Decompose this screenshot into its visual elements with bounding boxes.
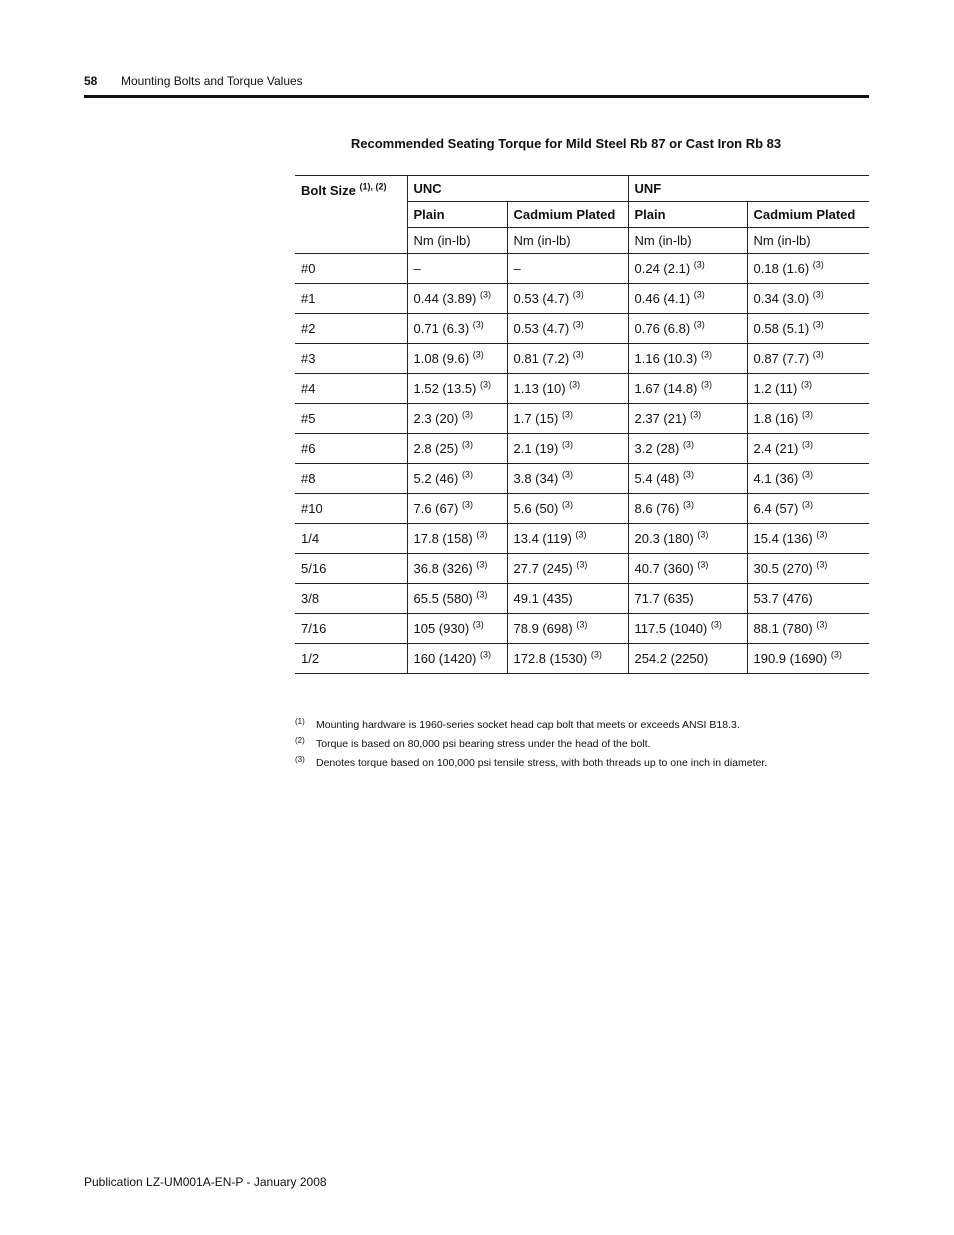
torque-value: 13.4 (119) — [513, 531, 572, 546]
torque-value: 65.5 (580) — [413, 591, 473, 606]
footnote-mark: (2) — [295, 736, 305, 745]
footnote-ref: (3) — [476, 559, 488, 570]
unf-plain-header: Plain — [628, 202, 747, 228]
bolt-size-cell: #2 — [295, 314, 407, 344]
bolt-size-label: Bolt Size — [301, 183, 356, 198]
torque-value: 2.8 (25) — [413, 441, 459, 456]
footnote-ref: (3) — [812, 319, 824, 330]
bolt-size-cell: #1 — [295, 284, 407, 314]
footnote-ref: (3) — [830, 649, 842, 660]
unf-cadmium-cell — [747, 284, 869, 314]
torque-value: – — [513, 261, 521, 276]
bolt-size-cell: #0 — [295, 254, 407, 284]
torque-value: 15.4 (136) — [753, 531, 813, 546]
unc-plain-cell — [407, 584, 507, 614]
unc-group-header: UNC — [407, 176, 628, 202]
unc-plain-cell — [407, 644, 507, 674]
bolt-size-cell: #5 — [295, 404, 407, 434]
footnote-ref: (3) — [801, 469, 813, 480]
footnote-ref: (3) — [800, 379, 812, 390]
unf-plain-cell — [628, 614, 747, 644]
footnote-ref: (3) — [561, 499, 573, 510]
unf-plain-cell — [628, 344, 747, 374]
footnote-text: Denotes torque based on 100,000 psi tensile stress, with both threads up to one inch in diameter. — [316, 757, 768, 769]
table-row — [295, 374, 869, 404]
unf-cadmium-cell — [747, 524, 869, 554]
bolt-size-header — [295, 176, 407, 254]
torque-value: 254.2 (2250) — [634, 651, 709, 666]
bolt-size-cell: 1/4 — [295, 524, 407, 554]
torque-value: 190.9 (1690) — [753, 651, 828, 666]
footnote-ref: (3) — [701, 379, 712, 390]
torque-value: 49.1 (435) — [513, 591, 573, 606]
table-row — [295, 254, 869, 284]
unf-cadmium-cell — [747, 434, 869, 464]
footnote-ref: (3) — [461, 499, 473, 510]
footnote-ref: (3) — [697, 559, 709, 570]
torque-value: 117.5 (1040) — [634, 621, 708, 636]
unc-plain-cell — [407, 554, 507, 584]
torque-value: 0.58 (5.1) — [753, 321, 810, 336]
footnote-ref: (3) — [812, 259, 824, 270]
footnote-ref: (3) — [461, 439, 473, 450]
unc-plain-cell — [407, 344, 507, 374]
footnotes — [295, 716, 869, 773]
footnote-ref: (3) — [816, 619, 828, 630]
torque-value: 4.1 (36) — [753, 471, 799, 486]
unc-cadmium-cell — [507, 494, 628, 524]
torque-value: 0.18 (1.6) — [753, 261, 810, 276]
torque-value: 6.4 (57) — [753, 501, 799, 516]
footnote-ref: (3) — [816, 529, 828, 540]
unc-cadmium-cell — [507, 284, 628, 314]
unf-plain-cell — [628, 374, 747, 404]
publication-footer: Publication LZ-UM001A-EN-P - January 2008 — [84, 1175, 327, 1189]
table-row — [295, 464, 869, 494]
torque-value: 27.7 (245) — [513, 561, 573, 576]
footnote-ref: (3) — [480, 379, 491, 390]
unf-plain-cell — [628, 584, 747, 614]
footnote-ref: (3) — [812, 349, 824, 360]
footnote-ref: (3) — [682, 439, 694, 450]
torque-value: 36.8 (326) — [413, 561, 473, 576]
torque-value: – — [413, 261, 421, 276]
table-header-row-groups — [295, 176, 869, 202]
footnote-ref: (3) — [480, 289, 491, 300]
unf-plain-cell — [628, 404, 747, 434]
footnote-ref: (3) — [682, 469, 694, 480]
table-row — [295, 344, 869, 374]
torque-value: 1.8 (16) — [753, 411, 799, 426]
torque-value: 5.4 (48) — [634, 471, 680, 486]
footnote-ref: (3) — [461, 409, 473, 420]
torque-value: 2.1 (19) — [513, 441, 559, 456]
footnote-ref: (3) — [461, 469, 473, 480]
table-row — [295, 614, 869, 644]
unf-plain-cell — [628, 644, 747, 674]
table-row — [295, 284, 869, 314]
unc-cadmium-cell — [507, 404, 628, 434]
table-row — [295, 434, 869, 464]
unc-plain-cell — [407, 494, 507, 524]
unit-label: Nm (in-lb) — [407, 228, 507, 254]
unf-cadmium-header: Cadmium Plated — [747, 202, 869, 228]
unf-group-header: UNF — [628, 176, 869, 202]
torque-value: 0.71 (6.3) — [413, 321, 470, 336]
unc-plain-header: Plain — [407, 202, 507, 228]
unf-cadmium-cell — [747, 644, 869, 674]
torque-value: 2.3 (20) — [413, 411, 459, 426]
torque-value: 1.7 (15) — [513, 411, 559, 426]
torque-value: 0.53 (4.7) — [513, 291, 570, 306]
torque-value: 2.4 (21) — [753, 441, 799, 456]
footnote-ref: (3) — [472, 349, 484, 360]
footnote-ref: (3) — [710, 619, 722, 630]
unc-cadmium-cell — [507, 254, 628, 284]
footnote-ref: (3) — [480, 649, 492, 660]
torque-value: 8.6 (76) — [634, 501, 680, 516]
footnote-ref: (3) — [561, 439, 573, 450]
torque-value: 3.8 (34) — [513, 471, 559, 486]
footnote-text: Torque is based on 80,000 psi bearing stress under the head of the bolt. — [316, 738, 651, 750]
footnote-ref: (3) — [572, 319, 584, 330]
page-number: 58 — [84, 74, 98, 88]
torque-value: 1.13 (10) — [513, 381, 566, 396]
footnote-ref: (3) — [801, 499, 813, 510]
unc-plain-cell — [407, 284, 507, 314]
unc-cadmium-cell — [507, 554, 628, 584]
unc-cadmium-header: Cadmium Plated — [507, 202, 628, 228]
torque-value: 1.16 (10.3) — [634, 351, 698, 366]
bolt-size-cell: #8 — [295, 464, 407, 494]
footnote-ref: (3) — [576, 619, 588, 630]
unf-cadmium-cell — [747, 314, 869, 344]
torque-value: 1.2 (11) — [753, 381, 798, 396]
torque-value: 0.53 (4.7) — [513, 321, 570, 336]
torque-table — [295, 175, 869, 674]
torque-value: 1.08 (9.6) — [413, 351, 470, 366]
torque-value: 30.5 (270) — [753, 561, 813, 576]
unc-plain-cell — [407, 464, 507, 494]
unf-cadmium-cell — [747, 614, 869, 644]
footnote-ref: (3) — [801, 409, 813, 420]
unf-plain-cell — [628, 554, 747, 584]
torque-value: 0.81 (7.2) — [513, 351, 570, 366]
footnote-ref: (3) — [690, 409, 702, 420]
table-row — [295, 644, 869, 674]
bolt-size-cell: #4 — [295, 374, 407, 404]
footnote-ref: (3) — [476, 529, 488, 540]
table-title: Recommended Seating Torque for Mild Steel Rb 87 or Cast Iron Rb 83 — [350, 136, 782, 151]
table-row — [295, 404, 869, 434]
unc-plain-cell — [407, 374, 507, 404]
torque-value: 1.67 (14.8) — [634, 381, 698, 396]
torque-value: 1.52 (13.5) — [413, 381, 477, 396]
unf-plain-cell — [628, 254, 747, 284]
torque-value: 3.2 (28) — [634, 441, 680, 456]
table-row — [295, 584, 869, 614]
torque-value: 0.34 (3.0) — [753, 291, 810, 306]
bolt-size-cell: #10 — [295, 494, 407, 524]
bolt-size-cell: 1/2 — [295, 644, 407, 674]
footnote-ref: (3) — [572, 349, 584, 360]
footnote-ref: (3) — [812, 289, 824, 300]
unc-cadmium-cell — [507, 644, 628, 674]
table-row — [295, 494, 869, 524]
unf-plain-cell — [628, 494, 747, 524]
unf-cadmium-cell — [747, 554, 869, 584]
table-row — [295, 554, 869, 584]
footnote-ref: (3) — [682, 499, 694, 510]
torque-value: 172.8 (1530) — [513, 651, 588, 666]
table-row — [295, 524, 869, 554]
footnote-ref: (3) — [590, 649, 602, 660]
unf-plain-cell — [628, 284, 747, 314]
bolt-size-cell: #6 — [295, 434, 407, 464]
footnote-mark: (3) — [295, 755, 305, 764]
torque-table-body — [295, 254, 869, 674]
unf-plain-cell — [628, 464, 747, 494]
footnote-ref: (3) — [697, 529, 709, 540]
unit-label: Nm (in-lb) — [628, 228, 747, 254]
footnote-2 — [295, 735, 869, 754]
table-row — [295, 314, 869, 344]
torque-value: 17.8 (158) — [413, 531, 473, 546]
unc-plain-cell — [407, 314, 507, 344]
torque-value: 105 (930) — [413, 621, 470, 636]
unf-cadmium-cell — [747, 494, 869, 524]
unc-cadmium-cell — [507, 614, 628, 644]
torque-value: 5.6 (50) — [513, 501, 559, 516]
unf-cadmium-cell — [747, 344, 869, 374]
footnote-ref: (3) — [569, 379, 581, 390]
torque-value: 0.76 (6.8) — [634, 321, 691, 336]
torque-value: 20.3 (180) — [634, 531, 694, 546]
footnote-ref: (3) — [693, 319, 705, 330]
unc-cadmium-cell — [507, 584, 628, 614]
torque-value: 0.24 (2.1) — [634, 261, 691, 276]
page-header — [84, 73, 869, 91]
unc-cadmium-cell — [507, 464, 628, 494]
unc-cadmium-cell — [507, 314, 628, 344]
torque-value: 0.44 (3.89) — [413, 291, 477, 306]
torque-value: 40.7 (360) — [634, 561, 694, 576]
unf-cadmium-cell — [747, 374, 869, 404]
torque-value: 7.6 (67) — [413, 501, 459, 516]
torque-value: 2.37 (21) — [634, 411, 687, 426]
unc-cadmium-cell — [507, 374, 628, 404]
footnote-ref: (3) — [476, 589, 488, 600]
footnote-ref: (3) — [561, 469, 573, 480]
torque-value: 0.87 (7.7) — [753, 351, 810, 366]
bolt-size-cell: 3/8 — [295, 584, 407, 614]
footnote-3 — [295, 754, 869, 773]
torque-value: 0.46 (4.1) — [634, 291, 691, 306]
unit-label: Nm (in-lb) — [747, 228, 869, 254]
footnote-ref: (3) — [693, 259, 705, 270]
header-rule — [84, 95, 869, 98]
unc-plain-cell — [407, 404, 507, 434]
unf-cadmium-cell — [747, 254, 869, 284]
torque-value: 53.7 (476) — [753, 591, 813, 606]
bolt-size-cell: 5/16 — [295, 554, 407, 584]
unc-cadmium-cell — [507, 344, 628, 374]
unc-cadmium-cell — [507, 434, 628, 464]
footnote-ref: (3) — [693, 289, 705, 300]
footnote-ref: (3) — [472, 319, 484, 330]
torque-value: 88.1 (780) — [753, 621, 813, 636]
unf-cadmium-cell — [747, 464, 869, 494]
footnote-ref: (3) — [472, 619, 484, 630]
unc-plain-cell — [407, 434, 507, 464]
torque-value: 5.2 (46) — [413, 471, 459, 486]
unc-plain-cell — [407, 254, 507, 284]
footnote-1 — [295, 716, 869, 735]
footnote-text: Mounting hardware is 1960-series socket head cap bolt that meets or exceeds ANSI B18.3. — [316, 719, 740, 731]
unf-plain-cell — [628, 314, 747, 344]
footnote-ref: (3) — [561, 409, 573, 420]
footnote-ref: (3) — [576, 559, 588, 570]
unf-plain-cell — [628, 524, 747, 554]
torque-value: 71.7 (635) — [634, 591, 694, 606]
unf-plain-cell — [628, 434, 747, 464]
footnote-ref: (3) — [575, 529, 587, 540]
bolt-size-footnote-ref: (1), (2) — [359, 181, 387, 192]
unf-cadmium-cell — [747, 404, 869, 434]
footnote-ref: (3) — [816, 559, 828, 570]
footnote-ref: (3) — [572, 289, 584, 300]
footnote-ref: (3) — [801, 439, 813, 450]
unc-plain-cell — [407, 524, 507, 554]
unf-cadmium-cell — [747, 584, 869, 614]
unc-cadmium-cell — [507, 524, 628, 554]
bolt-size-cell: 7/16 — [295, 614, 407, 644]
torque-value: 78.9 (698) — [513, 621, 573, 636]
footnote-ref: (3) — [701, 349, 712, 360]
footnote-mark: (1) — [295, 717, 305, 726]
unit-label: Nm (in-lb) — [507, 228, 628, 254]
torque-value: 160 (1420) — [413, 651, 477, 666]
bolt-size-cell: #3 — [295, 344, 407, 374]
unc-plain-cell — [407, 614, 507, 644]
chapter-title: Mounting Bolts and Torque Values — [121, 74, 303, 88]
